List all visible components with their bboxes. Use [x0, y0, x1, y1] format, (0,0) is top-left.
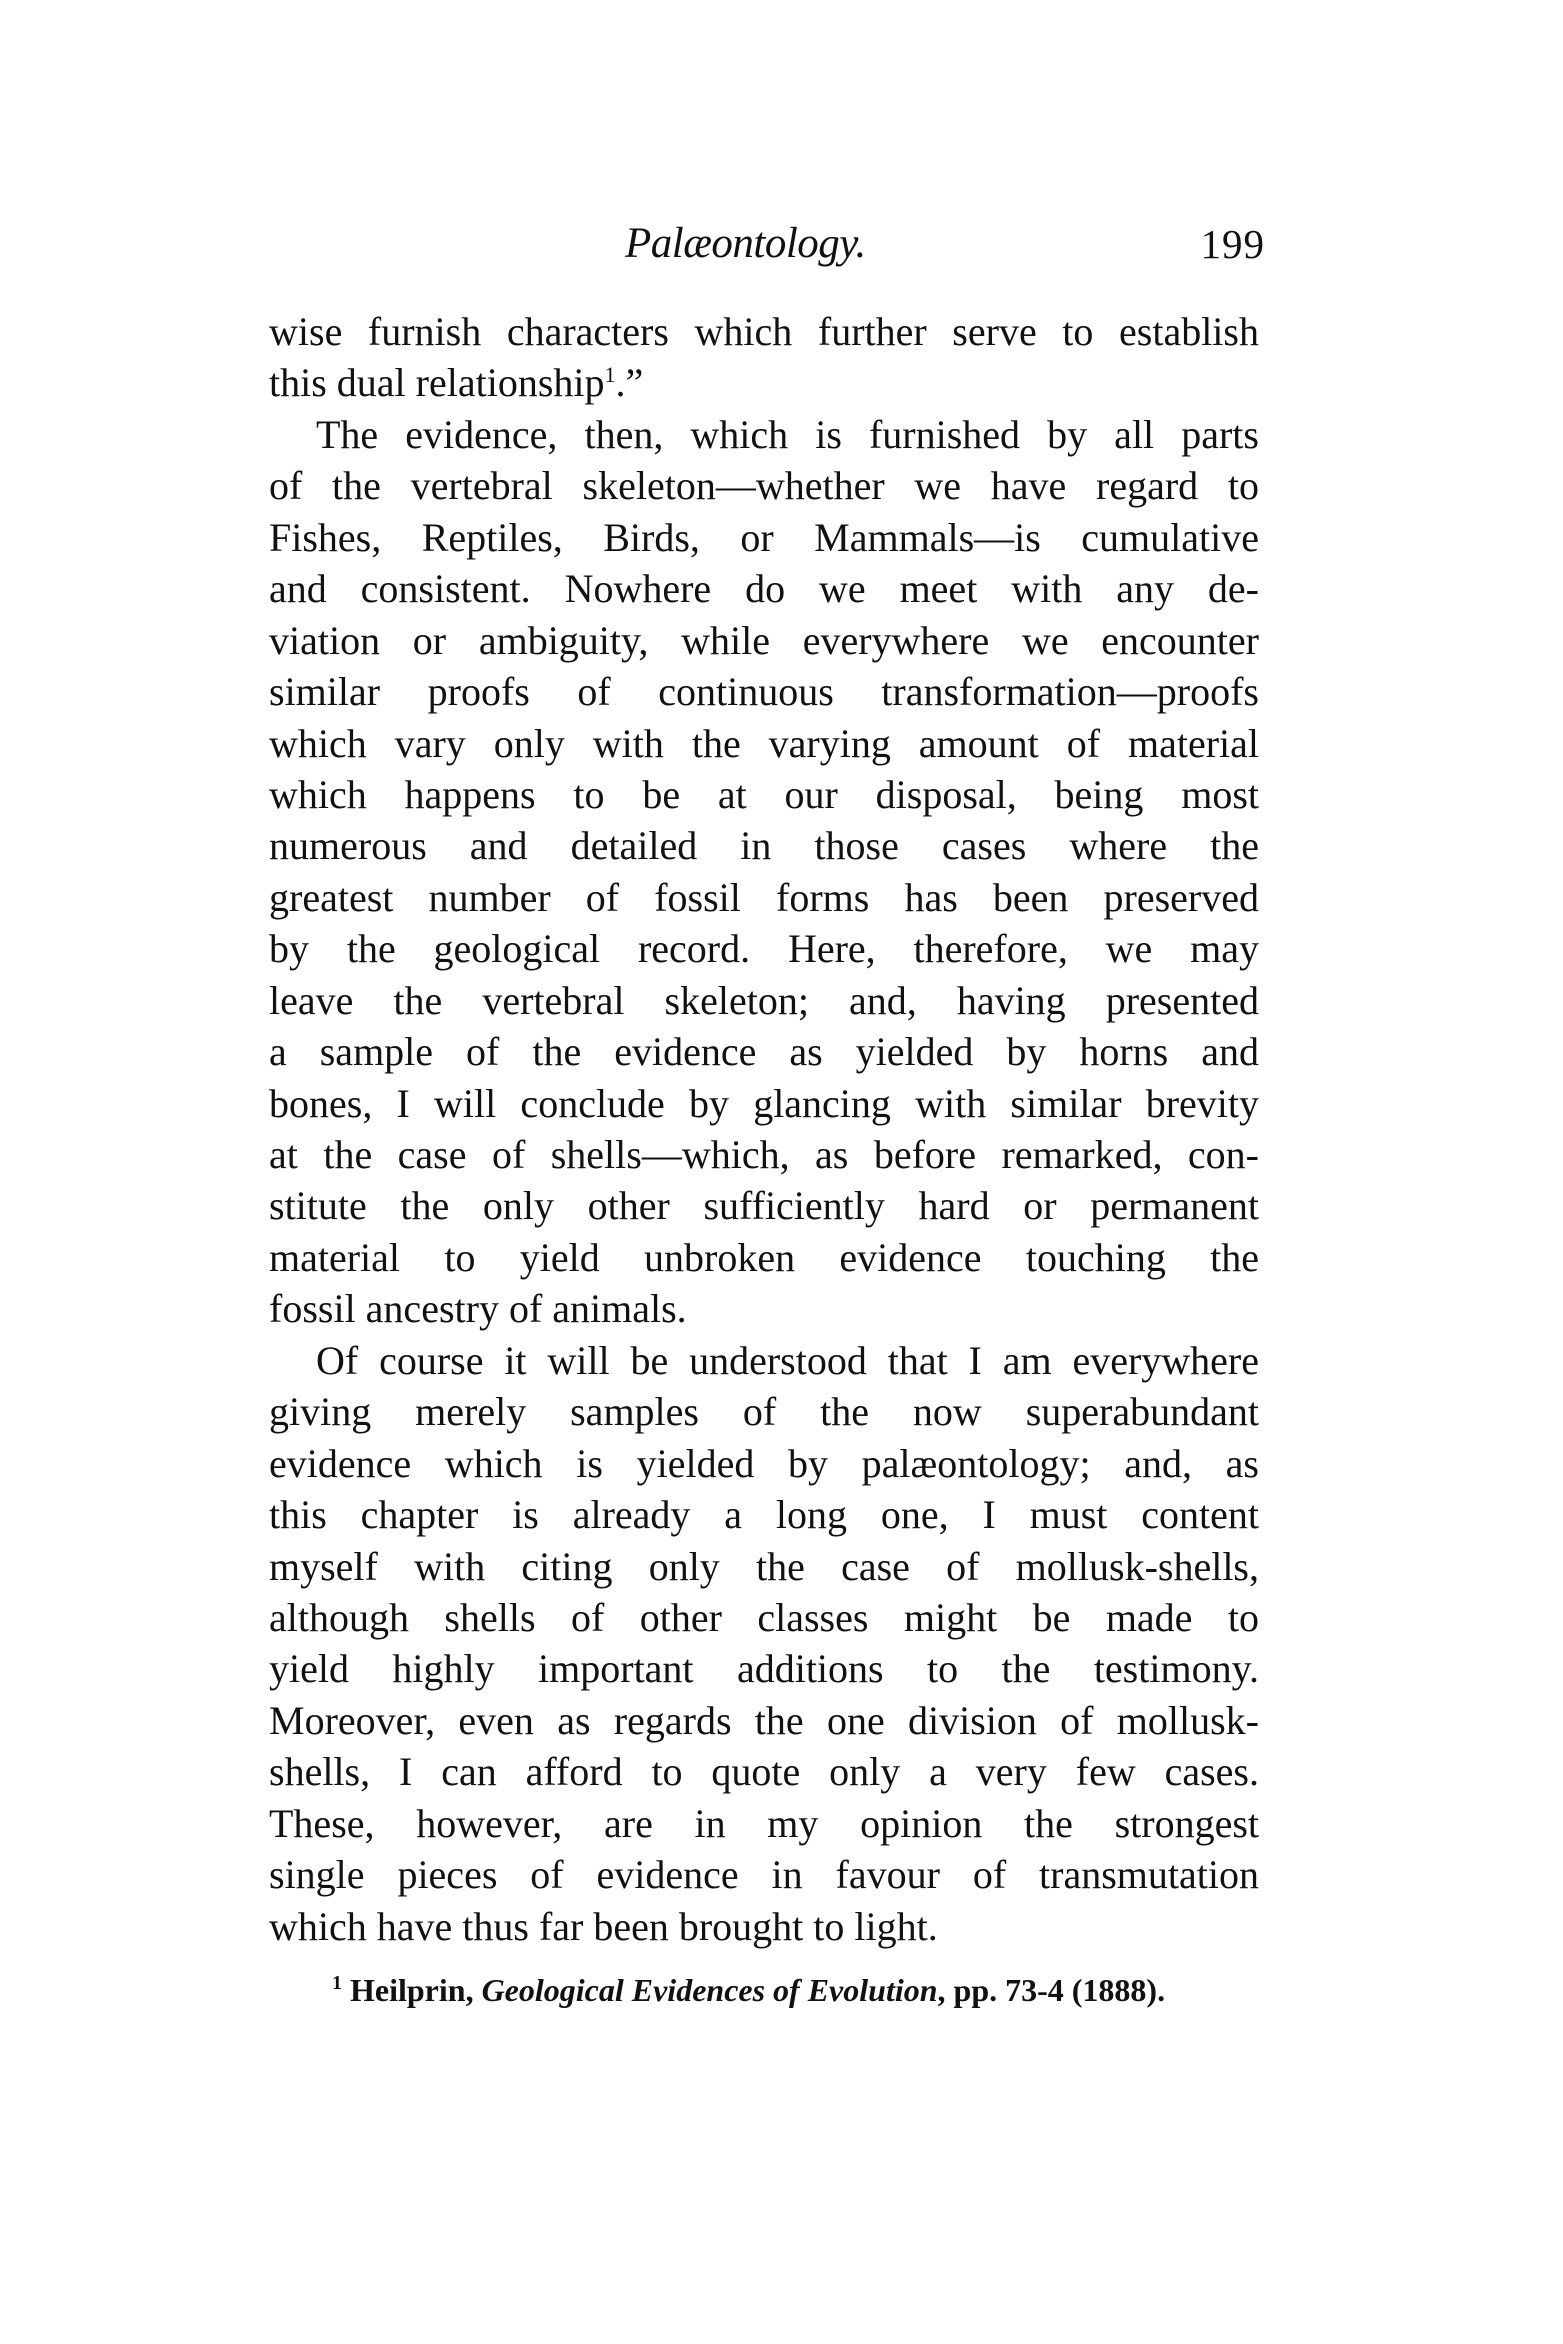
- text-line: bones, I will conclude by glancing with similar brevity: [269, 1080, 1259, 1126]
- footnote-author: Heilprin,: [350, 1972, 474, 2008]
- text-line: of the vertebral skeleton—whether we have regard to: [269, 463, 1259, 509]
- footnote: [332, 1970, 1165, 2010]
- text-line: greatest number of fossil forms has been preserved: [269, 874, 1259, 920]
- text-line: leave the vertebral skeleton; and, having presented: [269, 977, 1259, 1023]
- text-line-content: this dual relationship: [269, 360, 605, 406]
- paragraph-first-line: Of course it will be understood that I am everywhere: [316, 1337, 1259, 1383]
- text-line: myself with citing only the case of mollusk-shells,: [269, 1543, 1259, 1589]
- text-line: giving merely samples of the now superabundant: [269, 1389, 1259, 1435]
- text-line: single pieces of evidence in favour of transmutation: [269, 1852, 1259, 1898]
- text-line: yield highly important additions to the testimony.: [269, 1646, 1259, 1692]
- text-line: by the geological record. Here, therefore, we may: [269, 926, 1259, 972]
- text-line: shells, I can afford to quote only a very few cases.: [269, 1749, 1259, 1795]
- footnote-reference: 1: [604, 362, 616, 388]
- footnote-pages: , pp. 73-4 (1888).: [937, 1972, 1166, 2008]
- text-line: stitute the only other sufficiently hard or permanent: [269, 1183, 1259, 1229]
- text-line: although shells of other classes might be made to: [269, 1594, 1259, 1640]
- text-line: which happens to be at our disposal, being most: [269, 771, 1259, 817]
- text-line-suffix: .”: [615, 360, 644, 406]
- text-line: Fishes, Reptiles, Birds, or Mammals—is cumulative: [269, 514, 1259, 560]
- footnote-marker: 1: [332, 1972, 342, 1994]
- text-line: material to yield unbroken evidence touching the: [269, 1234, 1259, 1280]
- text-line: similar proofs of continuous transformation—proofs: [269, 669, 1259, 715]
- text-line: this chapter is already a long one, I must content: [269, 1492, 1259, 1538]
- paragraph-last-line: which have thus far been brought to light.: [269, 1903, 938, 1949]
- text-line: at the case of shells—which, as before remarked, con-: [269, 1132, 1259, 1177]
- text-line: [269, 357, 1259, 408]
- text-line: a sample of the evidence as yielded by horns and: [269, 1029, 1259, 1075]
- paragraph-first-line: The evidence, then, which is furnished by all parts: [316, 411, 1259, 457]
- text-line: which vary only with the varying amount of material: [269, 720, 1259, 766]
- running-head: [0, 219, 1563, 269]
- text-line: wise furnish characters which further serve to establish: [269, 309, 1259, 354]
- page-number: 199: [1200, 221, 1265, 267]
- body-text: [269, 306, 1259, 1952]
- footnote-title: Geological Evidences of Evolution: [481, 1972, 938, 2008]
- text-line: and consistent. Nowhere do we meet with any de-: [269, 566, 1259, 612]
- text-line: Moreover, even as regards the one division of mollusk-: [269, 1697, 1259, 1743]
- paragraph-last-line: fossil ancestry of animals.: [269, 1286, 687, 1332]
- text-line: viation or ambiguity, while everywhere we encounter: [269, 617, 1259, 663]
- text-line: numerous and detailed in those cases where the: [269, 823, 1259, 869]
- text-line: These, however, are in my opinion the strongest: [269, 1800, 1259, 1846]
- running-title: Palæontology.: [625, 220, 866, 267]
- text-line: evidence which is yielded by palæontology; and, as: [269, 1440, 1259, 1486]
